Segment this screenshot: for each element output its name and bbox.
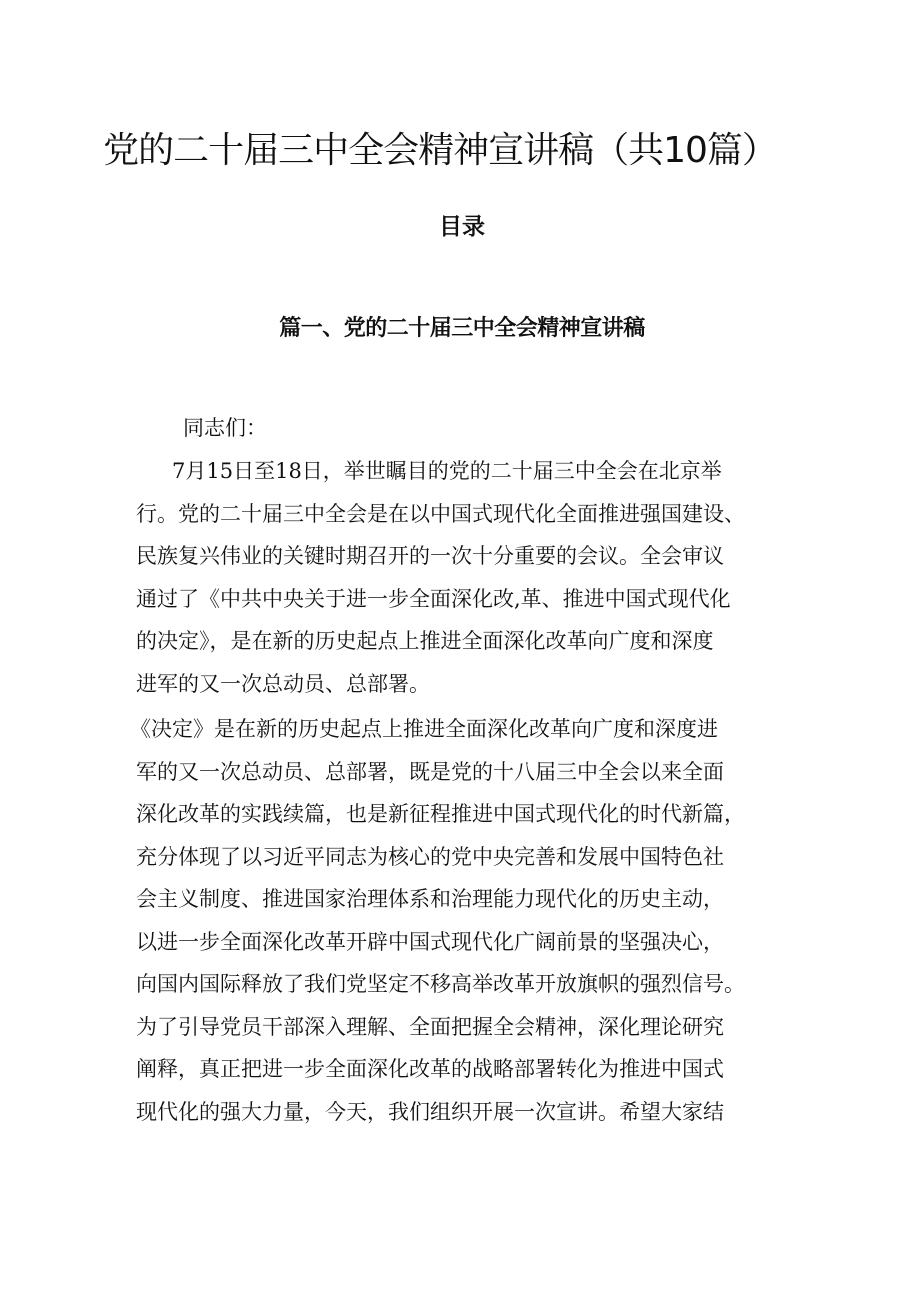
paragraph-line: 行。党的二十届三中全会是在以中国式现代化全面推进强国建设、 [136,501,745,526]
paragraph-line: 会主义制度、推进国家治理体系和治理能力现代化的历史主动， [136,887,724,911]
paragraph-line: 进军的又一次总动员、总部署。 [136,671,430,696]
paragraph-line: 民族复兴伟业的关键时期召开的一次十分重要的会议。全会审议 [136,544,724,568]
paragraph-line: 向国内国际释放了我们党坚定不移高举改革开放旗帜的强烈信号。 [136,972,745,996]
paragraph-line: 以进一步全面深化改革开辟中国式现代化广阔前景的坚强决心， [136,929,724,954]
paragraph-line: 深化改革的实践续篇，也是新征程推进中国式现代化的时代新篇， [136,802,745,826]
section-title: 篇一、党的二十届三中全会精神宣讲稿 [279,316,645,341]
paragraph-line: 阐释，真正把进一步全面深化改革的战略部署转化为推进中国式 [136,1057,724,1081]
paragraph-line: 通过了《中共中央关于进一步全面深化改,革、推进中国式现代化 [136,586,731,611]
document-title: 党的二十届三中全会精神宣讲稿（共10篇） [103,130,777,171]
paragraph-line: 为了引导党员干部深入理解、全面把握全会精神，深化理论研究 [136,1014,724,1039]
paragraph-line: 《决定》是在新的历史起点上推进全面深化改革向广度和深度进 [130,717,718,741]
paragraph-line: 军的又一次总动员、总部署，既是党的十八届三中全会以来全面 [136,759,724,784]
paragraph-2 [130,708,816,1133]
paragraph-line: 7月15日至18日，举世瞩目的党的二十届三中全会在北京举 [172,459,722,483]
paragraph-line: 现代化的强大力量，今天，我们组织开展一次宣讲。希望大家结 [136,1099,724,1124]
salutation: 同志们： [183,416,267,440]
paragraph-line: 充分体现了以习近平同志为核心的党中央完善和发展中国特色社 [136,844,724,869]
paragraph-line: 的决定》，是在新的历史起点上推进全面深化改革向广度和深度 [136,629,714,653]
paragraph-1 [136,450,816,705]
toc-heading: 目录 [439,214,485,240]
